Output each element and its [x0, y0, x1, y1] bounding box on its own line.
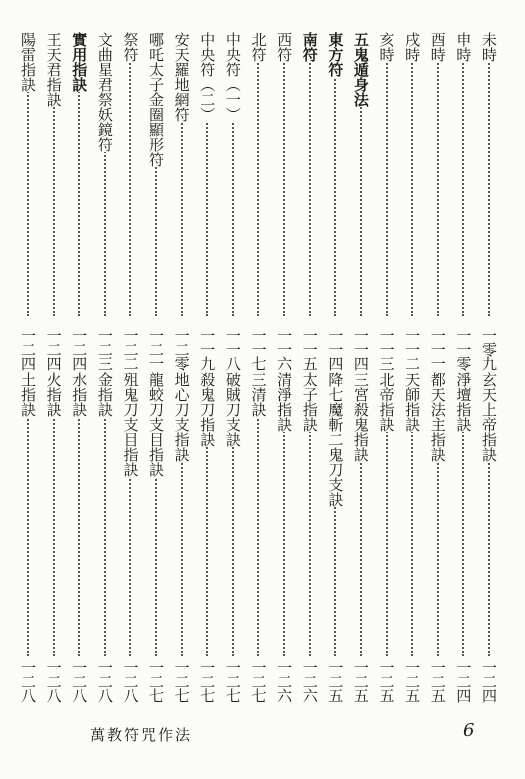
toc-entry	[18, 372, 37, 702]
toc-entry	[69, 372, 88, 702]
toc-entry	[300, 372, 319, 702]
toc-entry-title: 未時	[479, 32, 498, 62]
toc-entry-page: 一一二	[403, 328, 422, 370]
toc-entry	[248, 32, 267, 370]
dot-leader	[437, 32, 439, 316]
toc-entry	[223, 32, 242, 370]
toc-entry-page: 一二八	[95, 660, 114, 702]
toc-entry-title: 降七魔斬二鬼刀支訣	[326, 372, 345, 507]
toc-entry-page: 一二五	[403, 660, 422, 702]
toc-entry	[453, 372, 472, 702]
dot-leader	[386, 32, 388, 316]
toc-entry-title: 南符	[300, 32, 319, 62]
toc-entry-title: 天師指訣	[403, 372, 422, 432]
toc-entry-title: 水指訣	[70, 372, 89, 417]
toc-entry-title: 淨壇指訣	[454, 372, 473, 432]
toc-entry	[377, 372, 396, 702]
toc-entry-page: 一一三	[377, 328, 396, 370]
toc-entry	[402, 32, 421, 370]
toc-entry	[44, 32, 63, 370]
toc-entry	[95, 372, 114, 702]
dot-leader	[257, 32, 259, 316]
dot-leader	[488, 32, 490, 316]
toc-entry-page: 一一六	[275, 328, 294, 370]
toc-entry-page: 一二四	[19, 328, 37, 370]
toc-entry-page: 一一四	[326, 328, 345, 370]
toc-entry-page: 一零九	[479, 328, 498, 370]
toc-entry-title: 亥時	[377, 32, 396, 62]
toc-entry-title: 火指訣	[44, 372, 63, 417]
toc-entry-page: 一一零	[454, 328, 473, 370]
toc-entry-page: 一一五	[300, 328, 319, 370]
toc-entry	[223, 372, 242, 702]
toc-entry-page: 一二零	[172, 328, 191, 370]
toc-entry-title: 三清訣	[249, 372, 268, 417]
toc-entry-page: 一一八	[223, 328, 242, 370]
toc-entry	[274, 372, 293, 702]
toc-entry-page: 一一一	[428, 328, 447, 370]
toc-entry-page: 一二四	[479, 660, 498, 702]
toc-entry-title: 都天法主指訣	[428, 372, 447, 462]
toc-band-bottom	[18, 372, 498, 702]
toc-entry-title: 太子指訣	[300, 372, 319, 432]
toc-entry-title: 地心刀支指訣	[172, 372, 191, 462]
toc-entry-title: 玄天上帝指訣	[479, 372, 498, 462]
toc-entry-page: 一二五	[351, 660, 370, 702]
toc-entry-page: 一二五	[428, 660, 447, 702]
toc-entry-page: 一二六	[300, 660, 319, 702]
toc-entry-title: 北帝指訣	[377, 372, 396, 432]
toc-entry-title: 殺鬼刀指訣	[198, 372, 217, 447]
toc-entry-page: 一二八	[19, 660, 37, 702]
toc-entry-page: 一二四	[70, 328, 89, 370]
toc-entry-title: 三宮殺鬼指訣	[351, 372, 370, 462]
toc-entry-title: 戌時	[403, 32, 422, 62]
toc-entry-title: 清淨指訣	[275, 372, 294, 432]
toc-entry-page: 一二八	[44, 660, 63, 702]
dot-leader	[411, 32, 413, 316]
toc-entry	[351, 372, 370, 702]
toc-entry-page: 一二七	[249, 660, 268, 702]
toc-entry	[18, 32, 37, 370]
toc-entry-title: 哪吒太子金圈顯形符	[147, 32, 166, 167]
toc-entry-title: 中央符（二）	[198, 32, 217, 122]
toc-entry	[325, 372, 344, 702]
toc-entry-title: 中央符（一）	[223, 32, 242, 122]
toc-entry	[248, 372, 267, 702]
toc-entry-page: 一二四	[454, 660, 473, 702]
toc-entry	[197, 372, 216, 702]
toc-entry-title: 祭符	[121, 32, 140, 62]
toc-entry-page: 一二二	[121, 328, 140, 370]
toc-entry	[274, 32, 293, 370]
dot-leader	[129, 32, 131, 316]
toc-entry-page: 一二一	[147, 328, 166, 370]
toc-entry	[146, 32, 165, 370]
toc-entry	[120, 32, 139, 370]
toc-entry-page: 一二八	[121, 660, 140, 702]
toc-entry-title: 五鬼遁身法	[351, 32, 370, 107]
toc-entry	[300, 32, 319, 370]
toc-entry-page: 一一九	[198, 328, 217, 370]
toc-entry-title: 王天君指訣	[44, 32, 63, 107]
toc-entry-title: 文曲星君祭妖鏡符	[95, 32, 114, 152]
toc-entry-page: 一二五	[377, 660, 396, 702]
toc-entry-title: 安天羅地網符	[172, 32, 191, 122]
toc-entry-page: 一二七	[198, 660, 217, 702]
toc-entry	[402, 372, 421, 702]
toc-entry-title: 殂鬼刀支目指訣	[121, 372, 140, 477]
toc-entry-title: 破賊刀支訣	[223, 372, 242, 447]
toc-entry	[172, 32, 191, 370]
book-title: 萬教符咒作法	[90, 726, 193, 744]
toc-entry	[172, 372, 191, 702]
toc-entry-title: 西符	[275, 32, 294, 62]
toc-entry-title: 實用指訣	[70, 32, 89, 92]
toc-entry-title: 土指訣	[19, 372, 37, 417]
toc-entry	[325, 32, 344, 370]
toc-entry-page: 一二八	[70, 660, 89, 702]
dot-leader	[283, 32, 285, 316]
toc-entry-title: 東方符	[326, 32, 345, 77]
toc-entry-page: 一二三	[95, 328, 114, 370]
toc-entry-page: 一二七	[172, 660, 191, 702]
toc-entry	[428, 372, 447, 702]
toc-entry	[95, 32, 114, 370]
toc-entry-page: 一二七	[147, 660, 166, 702]
toc-entry-title: 金指訣	[95, 372, 114, 417]
toc-entry	[479, 372, 498, 702]
toc-entry-page: 一二七	[223, 660, 242, 702]
toc-entry	[197, 32, 216, 370]
dot-leader	[309, 32, 311, 316]
toc-entry-title: 陽雷指訣	[19, 32, 37, 92]
toc-band-top	[18, 32, 498, 370]
toc-entry-title: 龍蛟刀支目指訣	[147, 372, 166, 477]
toc-entry	[120, 372, 139, 702]
page-number: 6	[463, 720, 475, 741]
toc-entry-page: 一一七	[249, 328, 268, 370]
toc-entry	[428, 32, 447, 370]
dot-leader	[462, 32, 464, 316]
toc-entry	[44, 372, 63, 702]
toc-entry-page: 一二五	[326, 660, 345, 702]
toc-entry-title: 北符	[249, 32, 268, 62]
toc-entry	[69, 32, 88, 370]
toc-entry	[351, 32, 370, 370]
toc-entry-page: 一二六	[275, 660, 294, 702]
toc-entry	[453, 32, 472, 370]
toc-entry-title: 酉時	[428, 32, 447, 62]
toc-entry-page: 一一四	[351, 328, 370, 370]
toc-entry	[146, 372, 165, 702]
toc-entry	[377, 32, 396, 370]
toc-entry-page: 一二四	[44, 328, 63, 370]
toc-entry-title: 申時	[454, 32, 473, 62]
toc-entry	[479, 32, 498, 370]
